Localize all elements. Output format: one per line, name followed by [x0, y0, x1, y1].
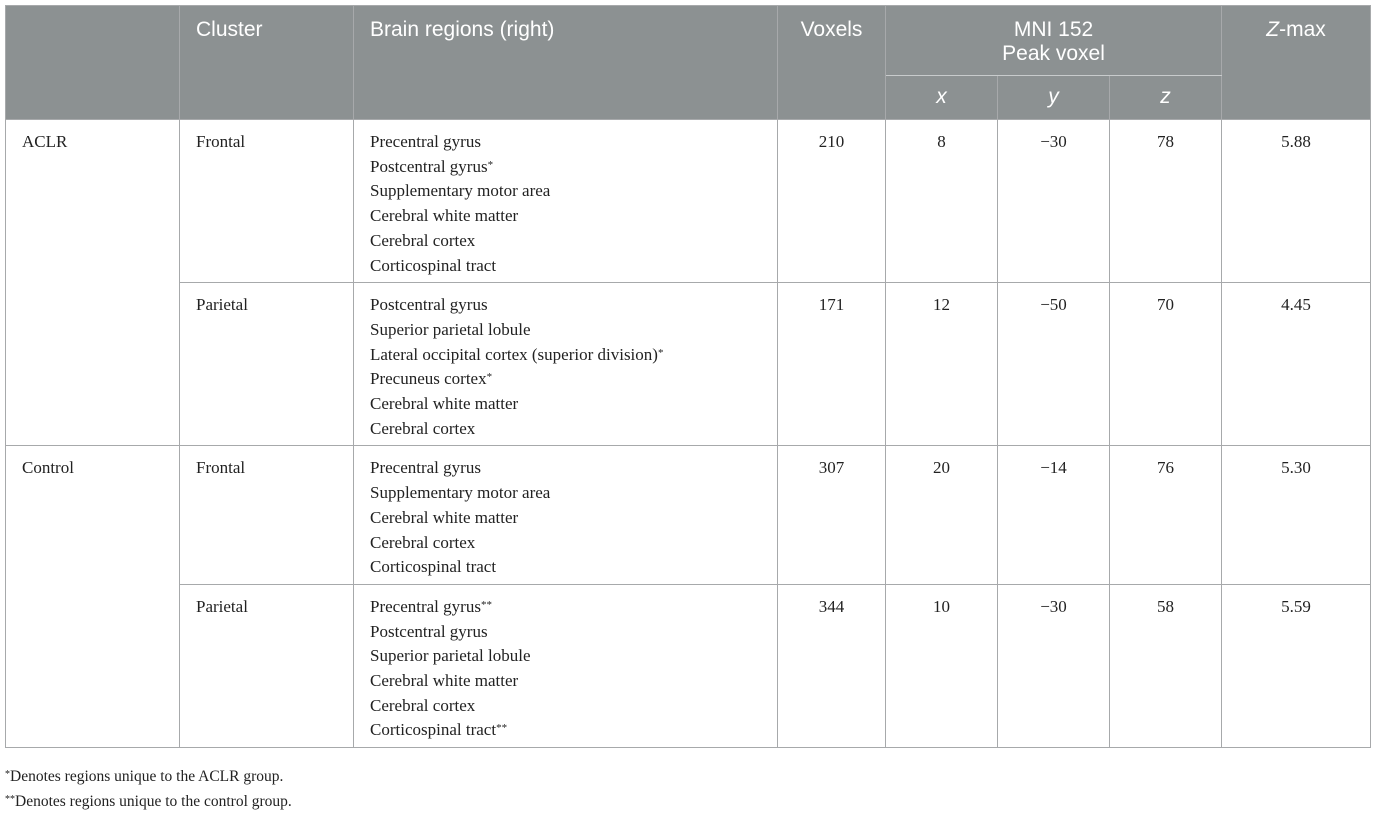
table-row — [6, 120, 1371, 283]
z-cell: 70 — [1110, 283, 1222, 446]
z-cell: 58 — [1110, 584, 1222, 747]
region-name: Corticospinal tract — [370, 255, 497, 275]
region-item — [370, 644, 761, 669]
header-peak-voxel-label: Peak voxel — [1002, 42, 1105, 65]
region-name: Supplementary motor area — [370, 483, 551, 503]
results-table — [5, 5, 1371, 748]
region-name: Supplementary motor area — [370, 181, 551, 201]
table-row — [6, 446, 1371, 585]
region-item — [370, 179, 761, 204]
region-item — [370, 318, 761, 343]
region-footnote-mark: ** — [480, 598, 492, 611]
region-name: Postcentral gyrus — [370, 621, 488, 641]
region-name: Cerebral white matter — [370, 507, 519, 527]
region-item — [370, 254, 761, 279]
region-name: Superior parietal lobule — [370, 319, 531, 339]
region-item — [370, 718, 761, 743]
cluster-cell: Frontal — [180, 120, 354, 283]
region-name: Precentral gyrus — [370, 596, 481, 616]
cluster-cell: Parietal — [180, 283, 354, 446]
region-name: Precentral gyrus — [370, 132, 481, 151]
footnote-control — [5, 789, 292, 814]
header-zmax — [1222, 6, 1371, 120]
table-header — [6, 6, 1371, 120]
region-item — [370, 506, 761, 531]
header-cluster: Cluster — [180, 6, 354, 120]
region-name: Postcentral gyrus — [370, 295, 488, 315]
region-footnote-mark: ** — [496, 722, 508, 735]
header-zmax-suffix: -max — [1279, 18, 1326, 41]
header-brain-regions: Brain regions (right) — [354, 6, 778, 120]
region-item — [370, 694, 761, 719]
footnote-mark: * — [5, 769, 10, 780]
region-name: Precentral gyrus — [370, 458, 481, 478]
table-row — [6, 283, 1371, 446]
region-name: Precuneus cortex — [370, 369, 487, 389]
footnotes — [5, 764, 292, 814]
region-item — [370, 204, 761, 229]
voxels-cell: 344 — [778, 584, 886, 747]
footnote-mark: ** — [5, 794, 15, 805]
region-item — [370, 669, 761, 694]
group-cell: ACLR — [6, 120, 180, 446]
y-cell: −30 — [998, 120, 1110, 283]
zmax-cell: 5.30 — [1222, 446, 1371, 585]
header-blank — [6, 6, 180, 120]
z-cell: 78 — [1110, 120, 1222, 283]
region-item — [370, 130, 761, 155]
region-item — [370, 555, 761, 580]
voxels-cell: 171 — [778, 283, 886, 446]
region-footnote-mark: * — [486, 371, 493, 384]
header-voxels: Voxels — [778, 6, 886, 120]
region-item — [370, 456, 761, 481]
footnote-text: Denotes regions unique to the ACLR group. — [10, 768, 284, 785]
table-row — [6, 584, 1371, 747]
region-item — [370, 155, 761, 180]
region-name: Cerebral cortex — [370, 695, 476, 715]
region-name: Cerebral cortex — [370, 230, 476, 250]
voxels-cell: 210 — [778, 120, 886, 283]
regions-cell — [354, 283, 778, 446]
regions-cell — [354, 584, 778, 747]
cluster-cell: Parietal — [180, 584, 354, 747]
region-footnote-mark: * — [657, 346, 664, 359]
footnote-aclr — [5, 764, 292, 789]
zmax-cell: 4.45 — [1222, 283, 1371, 446]
region-footnote-mark: * — [487, 158, 494, 171]
y-cell: −30 — [998, 584, 1110, 747]
region-item — [370, 620, 761, 645]
header-zmax-italic: Z — [1266, 18, 1280, 41]
z-cell: 76 — [1110, 446, 1222, 585]
zmax-cell: 5.88 — [1222, 120, 1371, 283]
voxels-cell: 307 — [778, 446, 886, 585]
header-mni-peak — [886, 6, 1222, 76]
x-cell: 10 — [886, 584, 998, 747]
cluster-cell: Frontal — [180, 446, 354, 585]
header-z: z — [1110, 76, 1222, 120]
region-name: Cerebral white matter — [370, 394, 519, 414]
table-body — [6, 120, 1371, 748]
region-name: Cerebral cortex — [370, 532, 476, 552]
regions-cell — [354, 120, 778, 283]
y-cell: −14 — [998, 446, 1110, 585]
region-item — [370, 417, 761, 442]
x-cell: 12 — [886, 283, 998, 446]
region-name: Cerebral white matter — [370, 671, 519, 691]
region-item — [370, 367, 761, 392]
region-item — [370, 392, 761, 417]
x-cell: 20 — [886, 446, 998, 585]
header-mni-label: MNI 152 — [1013, 18, 1094, 41]
region-item — [370, 343, 761, 368]
region-name: Corticospinal tract — [370, 720, 497, 740]
zmax-cell: 5.59 — [1222, 584, 1371, 747]
header-y: y — [998, 76, 1110, 120]
y-cell: −50 — [998, 283, 1110, 446]
region-name: Superior parietal lobule — [370, 646, 531, 666]
region-item — [370, 481, 761, 506]
footnote-text: Denotes regions unique to the control group. — [15, 793, 292, 810]
region-name: Cerebral white matter — [370, 206, 519, 226]
region-name: Cerebral cortex — [370, 418, 476, 438]
regions-cell — [354, 446, 778, 585]
group-cell: Control — [6, 446, 180, 748]
region-item — [370, 229, 761, 254]
x-cell: 8 — [886, 120, 998, 283]
region-item — [370, 531, 761, 556]
region-item — [370, 595, 761, 620]
region-name: Lateral occipital cortex (superior division) — [370, 344, 658, 364]
header-x: x — [886, 76, 998, 120]
region-name: Corticospinal tract — [370, 557, 497, 577]
region-name: Postcentral gyrus — [370, 156, 488, 176]
region-item — [370, 293, 761, 318]
